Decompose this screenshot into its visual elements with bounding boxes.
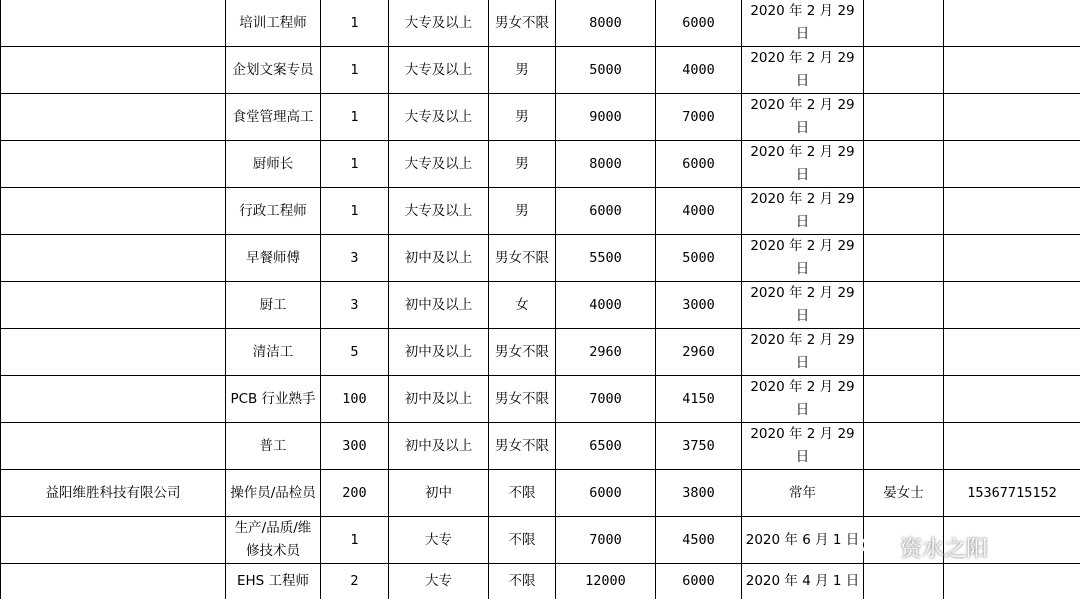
company-cell [1,517,226,564]
salary-high-cell: 5500 [556,235,656,282]
count-cell: 200 [321,470,389,517]
table-row [1,94,1080,141]
position-cell: 厨工 [226,282,321,329]
education-cell: 大专及以上 [389,188,489,235]
position-cell: 普工 [226,423,321,470]
company-cell [1,423,226,470]
education-cell: 大专及以上 [389,94,489,141]
deadline-cell: 2020 年 2 月 29 日 [742,0,864,47]
phone-cell [944,517,1080,564]
deadline-cell: 2020 年 2 月 29 日 [742,94,864,141]
salary-high-cell: 8000 [556,141,656,188]
count-cell: 5 [321,329,389,376]
salary-low-cell: 3750 [656,423,742,470]
count-cell: 100 [321,376,389,423]
gender-cell: 男 [489,94,556,141]
phone-cell [944,376,1080,423]
company-cell [1,188,226,235]
company-cell [1,282,226,329]
education-cell: 初中及以上 [389,423,489,470]
company-cell [1,141,226,188]
salary-low-cell: 6000 [656,141,742,188]
deadline-cell: 2020 年 2 月 29 日 [742,141,864,188]
contact-cell [864,235,944,282]
salary-high-cell: 6500 [556,423,656,470]
phone-cell [944,47,1080,94]
contact-cell [864,517,944,564]
education-cell: 大专 [389,564,489,599]
salary-high-cell: 5000 [556,47,656,94]
phone-cell: 15367715152 [944,470,1080,517]
salary-low-cell: 4000 [656,188,742,235]
deadline-cell: 2020 年 4 月 1 日 [742,564,864,599]
table-row [1,329,1080,376]
education-cell: 初中及以上 [389,329,489,376]
deadline-cell: 2020 年 2 月 29 日 [742,47,864,94]
company-cell [1,329,226,376]
count-cell: 1 [321,517,389,564]
salary-low-cell: 6000 [656,0,742,47]
salary-low-cell: 3800 [656,470,742,517]
company-cell [1,376,226,423]
table-row [1,517,1080,564]
contact-cell [864,282,944,329]
salary-high-cell: 6000 [556,470,656,517]
salary-high-cell: 2960 [556,329,656,376]
gender-cell: 男 [489,47,556,94]
deadline-cell: 2020 年 2 月 29 日 [742,423,864,470]
education-cell: 初中及以上 [389,235,489,282]
phone-cell [944,94,1080,141]
contact-cell [864,0,944,47]
company-cell [1,47,226,94]
education-cell: 大专及以上 [389,141,489,188]
count-cell: 3 [321,235,389,282]
gender-cell: 不限 [489,470,556,517]
gender-cell: 男女不限 [489,376,556,423]
gender-cell: 女 [489,282,556,329]
salary-low-cell: 2960 [656,329,742,376]
position-cell: 行政工程师 [226,188,321,235]
company-cell: 益阳维胜科技有限公司 [1,470,226,517]
table-row [1,470,1080,517]
position-cell: 培训工程师 [226,0,321,47]
contact-cell [864,376,944,423]
contact-cell: 晏女士 [864,470,944,517]
table-row [1,141,1080,188]
deadline-cell: 2020 年 2 月 29 日 [742,376,864,423]
education-cell: 大专及以上 [389,0,489,47]
deadline-cell: 2020 年 2 月 29 日 [742,282,864,329]
company-cell [1,94,226,141]
contact-cell [864,423,944,470]
education-cell: 初中及以上 [389,376,489,423]
phone-cell [944,564,1080,599]
salary-low-cell: 4150 [656,376,742,423]
contact-cell [864,188,944,235]
education-cell: 初中及以上 [389,282,489,329]
position-cell: 清洁工 [226,329,321,376]
salary-high-cell: 7000 [556,376,656,423]
gender-cell: 男女不限 [489,423,556,470]
count-cell: 1 [321,141,389,188]
salary-high-cell: 8000 [556,0,656,47]
position-cell: EHS 工程师 [226,564,321,599]
gender-cell: 不限 [489,517,556,564]
position-cell: 早餐师傅 [226,235,321,282]
position-cell: 生产/品质/维修技术员 [226,517,321,564]
phone-cell [944,0,1080,47]
position-cell: 操作员/品检员 [226,470,321,517]
deadline-cell: 2020 年 6 月 1 日 [742,517,864,564]
deadline-cell: 2020 年 2 月 29 日 [742,235,864,282]
salary-low-cell: 3000 [656,282,742,329]
gender-cell: 不限 [489,564,556,599]
count-cell: 300 [321,423,389,470]
contact-cell [864,329,944,376]
contact-cell [864,47,944,94]
salary-low-cell: 7000 [656,94,742,141]
table-row [1,235,1080,282]
count-cell: 1 [321,0,389,47]
gender-cell: 男 [489,188,556,235]
salary-low-cell: 6000 [656,564,742,599]
gender-cell: 男女不限 [489,0,556,47]
salary-low-cell: 4000 [656,47,742,94]
watermark-text: 资水之阳 [900,537,989,562]
company-cell [1,235,226,282]
contact-cell [864,141,944,188]
phone-cell [944,423,1080,470]
table-row [1,564,1080,599]
salary-high-cell: 7000 [556,517,656,564]
position-cell: 食堂管理高工 [226,94,321,141]
count-cell: 1 [321,47,389,94]
salary-high-cell: 12000 [556,564,656,599]
company-cell [1,564,226,599]
education-cell: 大专 [389,517,489,564]
count-cell: 2 [321,564,389,599]
deadline-cell: 2020 年 2 月 29 日 [742,329,864,376]
phone-cell [944,329,1080,376]
gender-cell: 男女不限 [489,235,556,282]
phone-cell [944,282,1080,329]
count-cell: 1 [321,94,389,141]
phone-cell [944,141,1080,188]
contact-cell [864,94,944,141]
education-cell: 大专及以上 [389,47,489,94]
position-cell: 企划文案专员 [226,47,321,94]
deadline-cell: 2020 年 2 月 29 日 [742,188,864,235]
position-cell: PCB 行业熟手 [226,376,321,423]
salary-high-cell: 4000 [556,282,656,329]
table-row [1,47,1080,94]
count-cell: 1 [321,188,389,235]
salary-high-cell: 9000 [556,94,656,141]
table-row [1,0,1080,47]
table-row [1,376,1080,423]
salary-low-cell: 4500 [656,517,742,564]
table-row [1,282,1080,329]
gender-cell: 男女不限 [489,329,556,376]
phone-cell [944,188,1080,235]
salary-low-cell: 5000 [656,235,742,282]
deadline-cell: 常年 [742,470,864,517]
position-cell: 厨师长 [226,141,321,188]
count-cell: 3 [321,282,389,329]
table-row [1,188,1080,235]
contact-cell [864,564,944,599]
phone-cell [944,235,1080,282]
table-row [1,423,1080,470]
gender-cell: 男 [489,141,556,188]
company-cell [1,0,226,47]
salary-high-cell: 6000 [556,188,656,235]
education-cell: 初中 [389,470,489,517]
